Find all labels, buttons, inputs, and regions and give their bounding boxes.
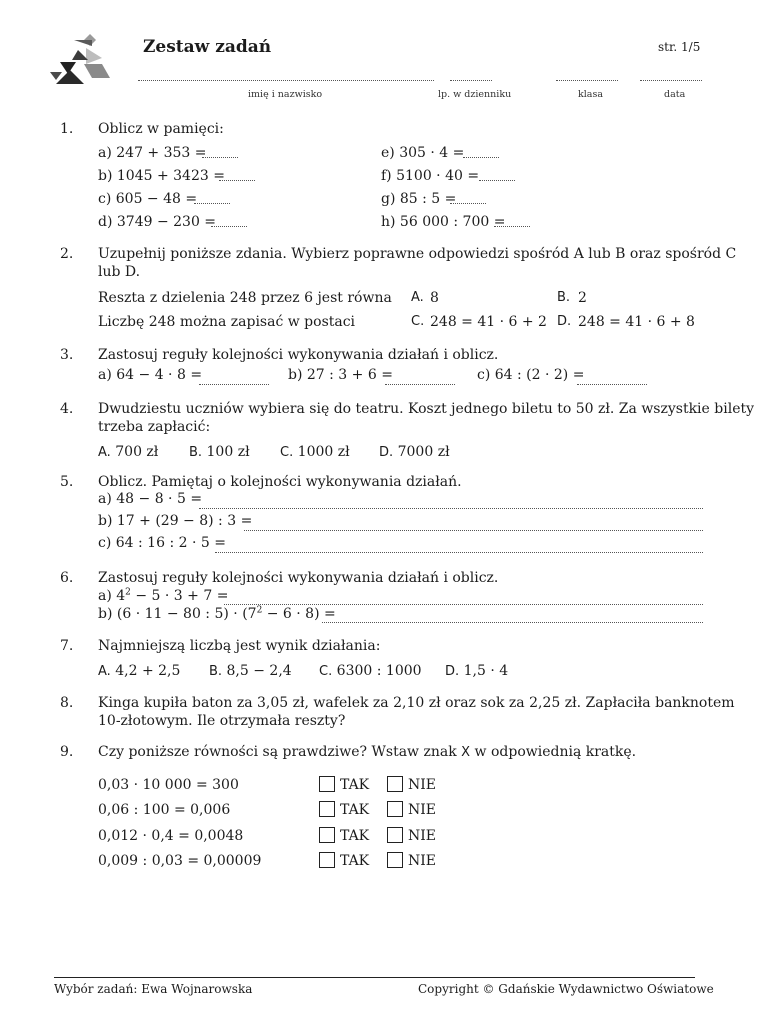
q5-item-c: c) 64 : 16 : 2 · 5 =: [98, 535, 226, 551]
question-number: 5.: [60, 474, 74, 490]
answer-line[interactable]: [211, 226, 247, 227]
q9-no-option[interactable]: NIE: [387, 801, 436, 819]
checkbox[interactable]: [387, 827, 403, 843]
option-value: 6300 : 1000: [336, 663, 422, 679]
option-value: 7000 zł: [397, 444, 450, 460]
option-label[interactable]: C.: [411, 314, 425, 329]
q7-option-d[interactable]: [445, 662, 508, 681]
question-number: 1.: [60, 121, 74, 137]
option-label: A.: [98, 445, 111, 460]
class-field-line[interactable]: [556, 80, 618, 81]
option-label: B.: [189, 445, 203, 460]
q9-yes-option[interactable]: TAK: [319, 801, 369, 819]
q1-item-b: b) 1045 + 3423 =: [98, 168, 225, 184]
question-text: Oblicz w pamięci:: [98, 121, 224, 137]
q2-row1-text: Reszta z dzielenia 248 przez 6 jest równa: [98, 290, 392, 306]
question-number: 7.: [60, 638, 74, 654]
option-value: 1,5 · 4: [463, 663, 509, 679]
option-label: D.: [445, 664, 460, 679]
question-text: Dwudziestu uczniów wybiera się do teatru. Koszt jednego biletu to 50 zł. Za wszystkie bilety: [98, 401, 755, 417]
answer-line[interactable]: [463, 157, 499, 158]
checkbox[interactable]: [319, 852, 335, 868]
question-number: 8.: [60, 695, 74, 711]
answer-line[interactable]: [577, 384, 647, 385]
question-number: 9.: [60, 744, 74, 760]
q9-equation: 0,009 : 0,03 = 0,00009: [98, 853, 262, 869]
publisher-logo: [48, 34, 114, 88]
q1-item-f: f) 5100 · 40 =: [381, 168, 480, 184]
option-label: C.: [280, 445, 294, 460]
question-text: Kinga kupiła baton za 3,05 zł, wafelek za 2,10 zł oraz sok za 2,25 zł. Zapłaciła banknotem: [98, 695, 735, 711]
question-text: Uzupełnij poniższe zdania. Wybierz poprawne odpowiedzi spośród A lub B oraz spośród C: [98, 246, 737, 262]
q4-option-d[interactable]: [379, 443, 450, 462]
q4-option-c[interactable]: [280, 443, 350, 462]
answer-line[interactable]: [450, 203, 486, 204]
option-value[interactable]: 248 = 41 · 6 + 2: [430, 314, 547, 330]
answer-line[interactable]: [244, 530, 703, 531]
q1-item-c: c) 605 − 48 =: [98, 191, 198, 207]
q1-item-g: g) 85 : 5 =: [381, 191, 457, 207]
q1-item-h: h) 56 000 : 700 =: [381, 214, 506, 230]
q1-item-e: e) 305 · 4 =: [381, 145, 465, 161]
answer-line[interactable]: [219, 180, 255, 181]
answer-line[interactable]: [385, 384, 455, 385]
q4-option-a[interactable]: [98, 443, 158, 462]
q7-option-b[interactable]: [209, 662, 292, 681]
option-value: 4,2 + 2,5: [115, 663, 181, 679]
question-text: Zastosuj reguły kolejności wykonywania działań i oblicz.: [98, 347, 499, 363]
option-label[interactable]: A.: [411, 290, 424, 305]
date-field-label: data: [664, 89, 686, 100]
footer-author: Wybór zadań: Ewa Wojnarowska: [54, 982, 253, 996]
class-field-label: klasa: [578, 89, 603, 100]
date-field-line[interactable]: [640, 80, 702, 81]
q5-item-b: b) 17 + (29 − 8) : 3 =: [98, 513, 253, 529]
answer-line[interactable]: [199, 508, 703, 509]
question-number: 6.: [60, 570, 74, 586]
option-value: 100 zł: [206, 444, 250, 460]
answer-line[interactable]: [199, 384, 269, 385]
option-label[interactable]: B.: [557, 290, 571, 305]
question-text-cont: trzeba zapłacić:: [98, 419, 211, 435]
option-label: A.: [98, 664, 111, 679]
option-value: 8,5 − 2,4: [226, 663, 292, 679]
q9-yes-option[interactable]: TAK: [319, 852, 369, 870]
q6-item-a: a) $4^2 - 5 \cdot 3 + 7$ =: [98, 587, 229, 604]
checkbox[interactable]: [319, 801, 335, 817]
option-value[interactable]: 248 = 41 · 6 + 8: [578, 314, 695, 330]
page-title: Zestaw zadań: [143, 37, 272, 57]
option-value: 700 zł: [115, 444, 159, 460]
answer-line[interactable]: [494, 226, 530, 227]
q9-no-option[interactable]: NIE: [387, 852, 436, 870]
question-text: Najmniejszą liczbą jest wynik działania:: [98, 638, 381, 654]
footer-divider: [54, 977, 695, 978]
option-label[interactable]: D.: [557, 314, 572, 329]
footer-copyright: Copyright © Gdańskie Wydawnictwo Oświatowe: [418, 982, 714, 996]
q1-item-a: a) 247 + 353 =: [98, 145, 207, 161]
q3-item-a: a) 64 − 4 · 8 =: [98, 367, 203, 383]
q9-no-option[interactable]: NIE: [387, 776, 436, 794]
q3-item-c: c) 64 : (2 · 2) =: [477, 367, 585, 383]
question-number: 3.: [60, 347, 74, 363]
option-value: 1000 zł: [297, 444, 350, 460]
checkbox[interactable]: [387, 776, 403, 792]
class-number-field-label: lp. w dzienniku: [438, 89, 512, 100]
checkbox[interactable]: [387, 801, 403, 817]
option-label: D.: [379, 445, 394, 460]
q9-equation: 0,012 · 0,4 = 0,0048: [98, 828, 244, 844]
q4-option-b[interactable]: [189, 443, 250, 462]
option-value[interactable]: 2: [578, 290, 587, 306]
question-number: 4.: [60, 401, 74, 417]
checkbox[interactable]: [319, 776, 335, 792]
q9-equation: 0,06 : 100 = 0,006: [98, 802, 231, 818]
question-text: Zastosuj reguły kolejności wykonywania działań i oblicz.: [98, 570, 499, 586]
option-label: C.: [319, 664, 333, 679]
checkbox[interactable]: [319, 827, 335, 843]
q6-item-b: b) (6 · 11 − 80 : $5) \cdot (7^2 - 6 \cdot 8)$ =: [98, 605, 336, 622]
q9-no-option[interactable]: NIE: [387, 827, 436, 845]
option-value[interactable]: 8: [430, 290, 439, 306]
q9-yes-option[interactable]: TAK: [319, 776, 369, 794]
option-label: B.: [209, 664, 223, 679]
q9-yes-option[interactable]: TAK: [319, 827, 369, 845]
answer-line[interactable]: [479, 180, 515, 181]
question-text: Oblicz. Pamiętaj o kolejności wykonywania działań.: [98, 474, 462, 490]
q2-row2-text: Liczbę 248 można zapisać w postaci: [98, 314, 356, 330]
page-number: str. 1/5: [658, 40, 701, 54]
q5-item-a: a) 48 − 8 · 5 =: [98, 491, 203, 507]
question-number: 2.: [60, 246, 74, 262]
name-field-line[interactable]: [138, 80, 434, 81]
question-text-cont: lub D.: [98, 264, 141, 280]
name-field-label: imię i nazwisko: [248, 89, 323, 100]
question-text: Czy poniższe równości są prawdziwe? Wstaw znak X w odpowiednią kratkę.: [98, 744, 637, 760]
question-text-cont: 10-złotowym. Ile otrzymała reszty?: [98, 713, 346, 729]
answer-line[interactable]: [202, 157, 238, 158]
q9-equation: 0,03 · 10 000 = 300: [98, 777, 239, 793]
answer-line[interactable]: [194, 203, 230, 204]
answer-line[interactable]: [215, 552, 703, 553]
checkbox[interactable]: [387, 852, 403, 868]
answer-line[interactable]: [322, 622, 703, 623]
q3-item-b: b) 27 : 3 + 6 =: [288, 367, 393, 383]
q7-option-c[interactable]: [319, 662, 422, 681]
q7-option-a[interactable]: [98, 662, 180, 681]
q1-item-d: d) 3749 − 230 =: [98, 214, 217, 230]
class-number-field-line[interactable]: [450, 80, 492, 81]
